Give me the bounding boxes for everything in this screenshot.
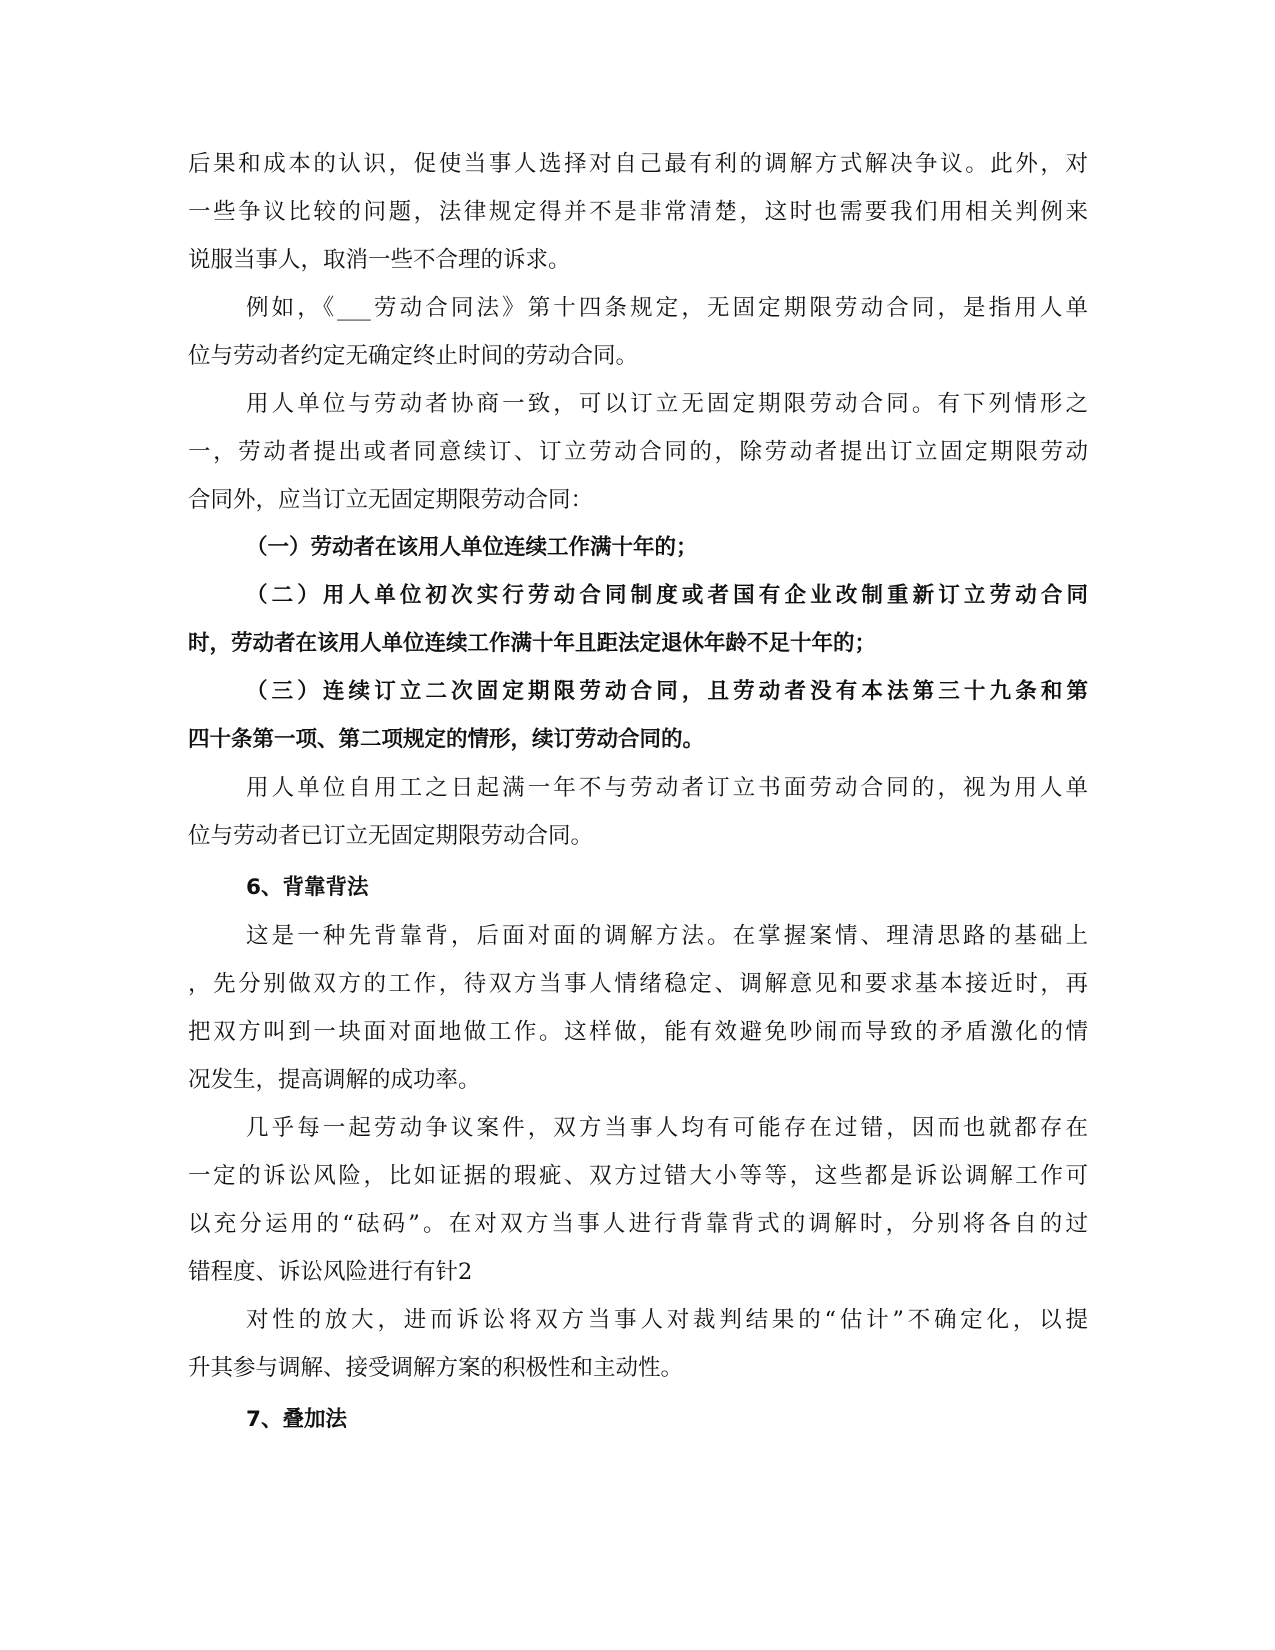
text-line: 以充分运用的“砝码”。在对双方当事人进行背靠背式的调解时，分别将各自的过: [188, 1211, 1088, 1237]
text-line: 合同外，应当订立无固定期限劳动合同：: [188, 487, 594, 513]
text-line: 用人单位自用工之日起满一年不与劳动者订立书面劳动合同的，视为用人单: [246, 775, 1088, 801]
text-line: 对性的放大，进而诉讼将双方当事人对裁判结果的“估计”不确定化，以提: [246, 1307, 1088, 1333]
clause-item: （一）劳动者在该用人单位连续工作满十年的；: [246, 535, 698, 560]
document-body: [188, 140, 1088, 1444]
text-line: 把双方叫到一块面对面地做工作。这样做，能有效避免吵闹而导致的矛盾激化的情: [188, 1019, 1088, 1045]
text-line: ，先分别做双方的工作，待双方当事人情绪稳定、调解意见和要求基本接近时，再: [188, 971, 1088, 997]
text-line: 位与劳动者已订立无固定期限劳动合同。: [188, 823, 594, 849]
text-line: 后果和成本的认识，促使当事人选择对自己最有利的调解方式解决争议。此外，对: [188, 151, 1088, 177]
text-line: 升其参与调解、接受调解方案的积极性和主动性。: [188, 1355, 684, 1381]
text-line: 用人单位与劳动者协商一致，可以订立无固定期限劳动合同。有下列情形之: [246, 391, 1088, 417]
text-line: 几乎每一起劳动争议案件，双方当事人均有可能存在过错，因而也就都存在: [246, 1115, 1088, 1141]
clause-item: 四十条第一项、第二项规定的情形，续订劳动合同的。: [188, 727, 705, 752]
clause-item: （二）用人单位初次实行劳动合同制度或者国有企业改制重新订立劳动合同: [246, 583, 1088, 608]
text-line: 例如，《___劳动合同法》第十四条规定，无固定期限劳动合同，是指用人单: [246, 295, 1088, 321]
text-line: 说服当事人，取消一些不合理的诉求。: [188, 247, 571, 273]
text-line: 一，劳动者提出或者同意续订、订立劳动合同的，除劳动者提出订立固定期限劳动: [188, 439, 1088, 465]
text-line: 错程度、诉讼风险进行有针2: [188, 1259, 473, 1285]
text-line: 这是一种先背靠背，后面对面的调解方法。在掌握案情、理清思路的基础上: [246, 923, 1088, 949]
clause-item: 时，劳动者在该用人单位连续工作满十年且距法定退休年龄不足十年的；: [188, 631, 877, 656]
section-heading: 7、叠加法: [246, 1407, 347, 1432]
section-heading: 6、背靠背法: [246, 875, 369, 900]
text-line: 位与劳动者约定无确定终止时间的劳动合同。: [188, 343, 639, 369]
text-line: 一些争议比较的问题，法律规定得并不是非常清楚，这时也需要我们用相关判例来: [188, 199, 1088, 225]
text-line: 况发生，提高调解的成功率。: [188, 1067, 481, 1093]
text-line: 一定的诉讼风险，比如证据的瑕疵、双方过错大小等等，这些都是诉讼调解工作可: [188, 1163, 1088, 1189]
clause-item: （三）连续订立二次固定期限劳动合同，且劳动者没有本法第三十九条和第: [246, 679, 1088, 704]
